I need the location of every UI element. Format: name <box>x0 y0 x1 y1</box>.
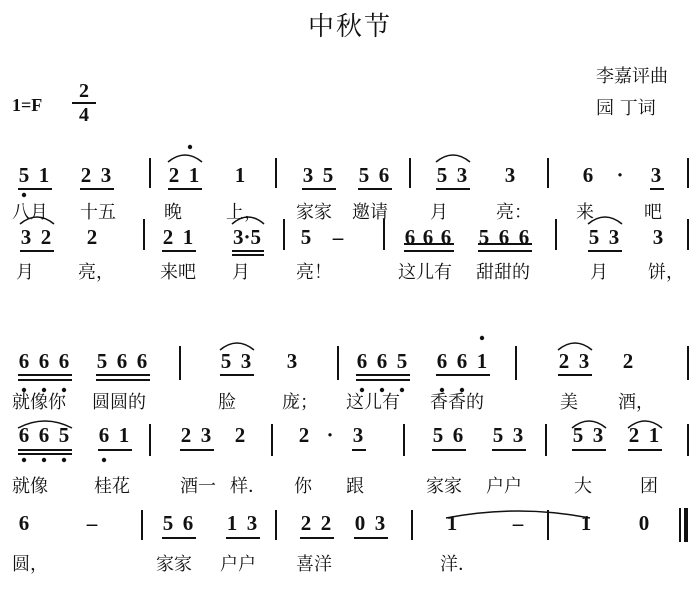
note: 2 <box>80 163 92 187</box>
note: 6 <box>440 225 452 249</box>
note: 3 <box>374 511 386 535</box>
lyric: 圆， <box>12 554 48 575</box>
lyric: 月 <box>232 262 250 283</box>
lyric: 亮： <box>496 202 532 223</box>
note-dash: – <box>332 225 344 249</box>
note: 3 <box>512 423 524 447</box>
note: 2 <box>86 225 98 249</box>
time-signature-bottom: 4 <box>79 104 89 126</box>
note: 5 <box>572 423 584 447</box>
note: 6 <box>58 349 70 373</box>
note: 1 <box>188 163 200 187</box>
note: 6 <box>98 423 110 447</box>
octave-dot <box>188 145 192 149</box>
lyric: 十五 <box>80 202 116 223</box>
key-signature: 1=F <box>12 95 43 115</box>
note: 3 <box>302 163 314 187</box>
lyric: 美 <box>560 392 578 413</box>
note: 6 <box>422 225 434 249</box>
note: 1 <box>118 423 130 447</box>
note: 1 <box>226 511 238 535</box>
note-dot: · <box>616 163 624 187</box>
note: 1 <box>648 423 660 447</box>
lyric: 甜甜的 <box>476 262 530 283</box>
note: 6 <box>452 423 464 447</box>
note: 3 <box>20 225 32 249</box>
octave-dot <box>480 336 484 340</box>
note: 6 <box>404 225 416 249</box>
note: 5 <box>588 225 600 249</box>
lyricist-credit: 园 丁词 <box>596 98 656 119</box>
lyric: 脸 <box>218 392 236 413</box>
note: 3 <box>240 349 252 373</box>
note: 6 <box>18 423 30 447</box>
lyric: 来 <box>576 202 594 223</box>
note: 0 <box>638 511 650 535</box>
lyric: 跟 <box>346 476 364 497</box>
lyrics-row <box>0 212 700 302</box>
note: 5 <box>58 423 70 447</box>
note: 5 <box>492 423 504 447</box>
note: 6 <box>136 349 148 373</box>
lyric: 月 <box>16 262 34 283</box>
lyrics-row <box>0 418 700 508</box>
staff-row-4 <box>0 418 700 508</box>
lyric: 就像你 <box>12 392 66 413</box>
composer-credit: 李嘉评曲 <box>596 66 668 87</box>
time-signature-top: 2 <box>79 80 89 102</box>
lyric: 样． <box>230 476 266 497</box>
lyric: 家家 <box>426 476 462 497</box>
note: 2 <box>40 225 52 249</box>
lyric: 八月 <box>12 202 48 223</box>
note: 1 <box>234 163 246 187</box>
song-title: 中秋节 <box>307 12 392 42</box>
lyric: 月 <box>590 262 608 283</box>
note: 1 <box>182 225 194 249</box>
note: 2 <box>298 423 310 447</box>
lyric: 家家 <box>156 554 192 575</box>
note-dash: – <box>512 511 524 535</box>
note: 5 <box>396 349 408 373</box>
lyric: 亮！ <box>296 262 332 283</box>
note: 3 <box>286 349 298 373</box>
lyric: 户户 <box>486 476 522 497</box>
note: 2 <box>558 349 570 373</box>
note: 6 <box>18 349 30 373</box>
note: 1 <box>580 511 592 535</box>
note: 2 <box>622 349 634 373</box>
lyrics-row <box>0 506 700 596</box>
note: 2 <box>180 423 192 447</box>
lyric: 亮， <box>78 262 114 283</box>
lyric: 酒一 <box>180 476 216 497</box>
note: 5 <box>322 163 334 187</box>
note: 3 <box>504 163 516 187</box>
lyric: 圆圆的 <box>92 392 146 413</box>
note-dash: – <box>86 511 98 535</box>
note: 5 <box>18 163 30 187</box>
note: 3 <box>456 163 468 187</box>
lyric: 洋． <box>440 554 476 575</box>
note: 5 <box>358 163 370 187</box>
note: 6 <box>378 163 390 187</box>
note: 5 <box>478 225 490 249</box>
note: 3 <box>652 225 664 249</box>
note: 3 <box>650 163 662 187</box>
note: 5 <box>432 423 444 447</box>
note: 1 <box>476 349 488 373</box>
lyric: 桂花 <box>94 476 130 497</box>
note: 3 <box>592 423 604 447</box>
note: 6 <box>456 349 468 373</box>
note: 2 <box>300 511 312 535</box>
lyric: 晚 <box>164 202 182 223</box>
lyric: 大 <box>574 476 592 497</box>
note: 6 <box>582 163 594 187</box>
note: 3·5 <box>232 225 261 249</box>
lyric: 团 <box>640 476 658 497</box>
note: 3 <box>200 423 212 447</box>
lyric: 吧 <box>644 202 662 223</box>
note: 6 <box>518 225 530 249</box>
lyric: 上， <box>226 202 262 223</box>
lyric: 酒， <box>618 392 654 413</box>
note: 6 <box>376 349 388 373</box>
lyric: 香香的 <box>430 392 484 413</box>
note: 6 <box>498 225 510 249</box>
note: 5 <box>436 163 448 187</box>
note: 0 <box>354 511 366 535</box>
staff-row-2 <box>0 212 700 302</box>
note: 6 <box>182 511 194 535</box>
note: 2 <box>168 163 180 187</box>
lyric: 邀请 <box>352 202 388 223</box>
note: 5 <box>300 225 312 249</box>
note: 3 <box>578 349 590 373</box>
note: 6 <box>436 349 448 373</box>
note: 1 <box>446 511 458 535</box>
note: 6 <box>38 423 50 447</box>
note: 2 <box>234 423 246 447</box>
note: 2 <box>162 225 174 249</box>
lyric: 庞； <box>282 392 318 413</box>
lyric: 这儿有 <box>346 392 400 413</box>
note: 5 <box>220 349 232 373</box>
lyric: 户户 <box>220 554 256 575</box>
note: 6 <box>116 349 128 373</box>
lyric: 来吧 <box>160 262 196 283</box>
lyric: 饼， <box>648 262 684 283</box>
lyric: 这儿有 <box>398 262 452 283</box>
note: 2 <box>320 511 332 535</box>
note: 3 <box>352 423 364 447</box>
staff-row-5 <box>0 506 700 596</box>
note: 6 <box>356 349 368 373</box>
lyric: 就像 <box>12 476 48 497</box>
note-dot: · <box>326 423 334 447</box>
lyric: 家家 <box>296 202 332 223</box>
note: 3 <box>608 225 620 249</box>
note: 3 <box>246 511 258 535</box>
note: 6 <box>18 511 30 535</box>
note: 1 <box>38 163 50 187</box>
lyric: 喜洋 <box>296 554 332 575</box>
lyric: 月 <box>430 202 448 223</box>
note: 3 <box>100 163 112 187</box>
note: 5 <box>96 349 108 373</box>
lyric: 你 <box>294 476 312 497</box>
note: 6 <box>38 349 50 373</box>
note: 2 <box>628 423 640 447</box>
note: 5 <box>162 511 174 535</box>
